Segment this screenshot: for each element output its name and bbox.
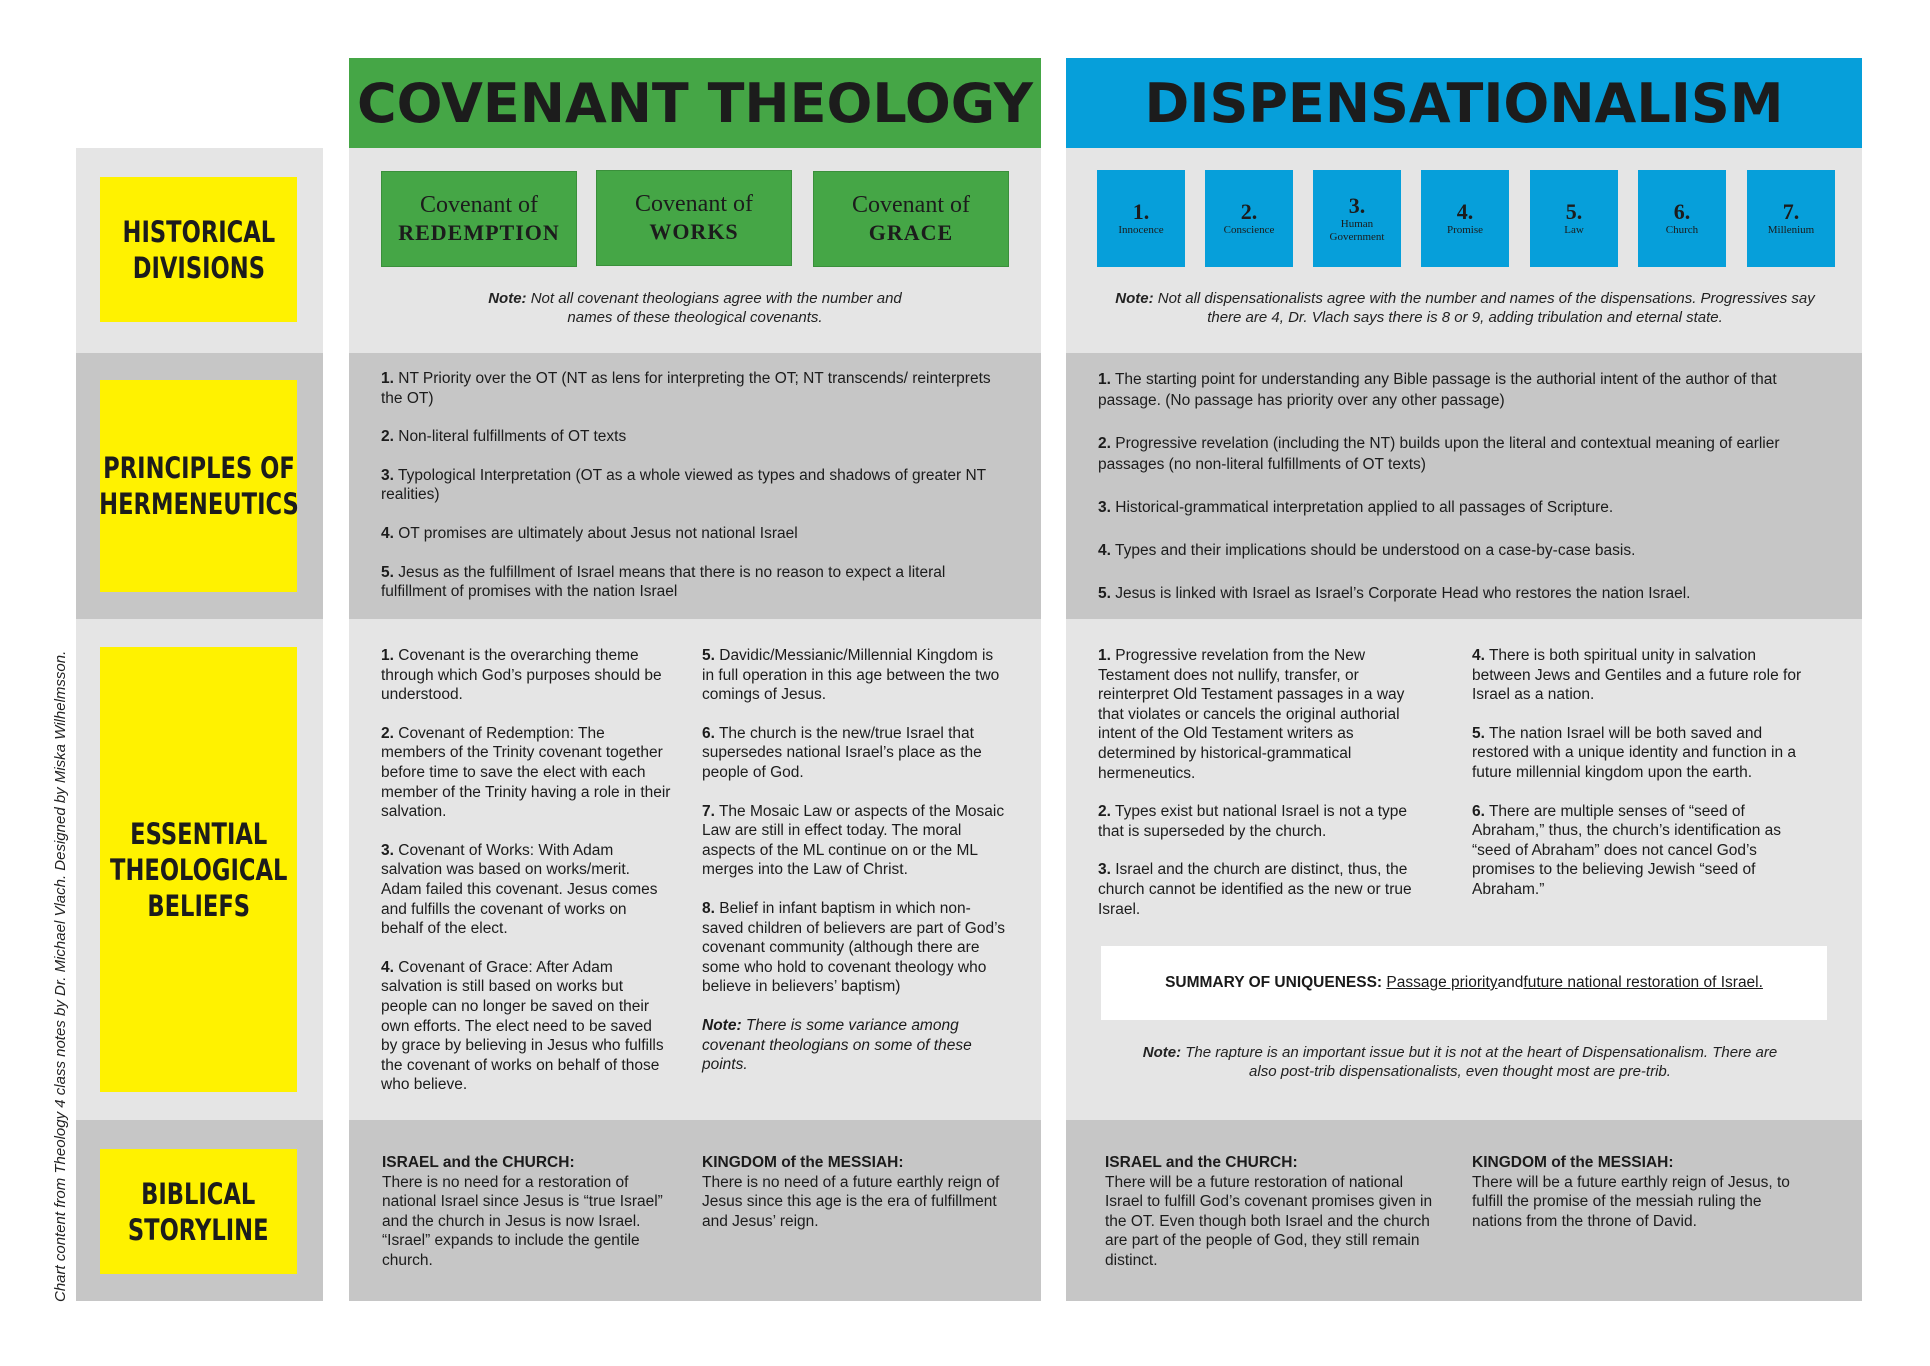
list-item: 1. The starting point for understanding any Bible passage is the authorial intent of the author of that passage. (No passage has priority over any other passage) (1098, 371, 1777, 409)
disp-beliefs-note: Note: The rapture is an important issue but it is not at the heart of Dispensationalism. There are also post-trib dispensationalists, even thought most are pre-trib. (1142, 1044, 1778, 1080)
covenant-grace-box: Covenant of GRACE (813, 171, 1009, 267)
disp-storyline-israel: ISRAEL and the CHURCH: There will be a future restoration of national Israel to fulfill God’s covenant promises given in the OT. Even though both Israel and the church are part of the people of God, they still remain distinct. (1105, 1154, 1433, 1269)
list-item: 4. There is both spiritual unity in salvation between Jews and Gentiles and a future role for Israel as a nation. (1472, 647, 1802, 704)
label-principles-hermeneutics: PRINCIPLES OF HERMENEUTICS (100, 380, 297, 592)
disp-hermeneutics-list (1098, 369, 1838, 623)
list-item: 2. Non-literal fulfillments of OT texts (381, 428, 627, 446)
list-item: 2. Types exist but national Israel is not a type that is superseded by the church. (1098, 803, 1408, 840)
covenant-historical-note: Note: Not all covenant theologians agree with the number and names of these theological covenants. (488, 290, 902, 326)
list-item: 3. Israel and the church are distinct, thus, the church cannot be identified as the new or true Israel. (1098, 861, 1412, 918)
disp-storyline-kingdom: KINGDOM of the MESSIAH: There will be a future earthly reign of Jesus, to fulfill the promise of the messiah ruling the nations from the throne of David. (1472, 1154, 1790, 1230)
label-essential-beliefs: ESSENTIAL THEOLOGICAL BELIEFS (100, 647, 297, 1092)
list-item: 5. Jesus as the fulfillment of Israel means that there is no reason to expect a literal fulfillment of promises with the nation Israel (381, 563, 946, 601)
label-historical-divisions: HISTORICAL DIVISIONS (100, 177, 297, 322)
dispensation-5-box: 5. Law (1530, 170, 1618, 267)
dispensation-6-box: 6. Church (1638, 170, 1726, 267)
covenant-beliefs-col2 (702, 646, 1007, 1094)
list-item: 5. The nation Israel will be both saved and restored with a unique identity and function in a future millennial kingdom upon the earth. (1472, 724, 1796, 781)
disp-beliefs-col1 (1098, 646, 1433, 938)
summary-of-uniqueness: SUMMARY OF UNIQUENESS: Passage priority and future national restoration of Israel. (1101, 946, 1827, 1020)
list-item: 1. Covenant is the overarching theme through which God’s purposes should be understood. (381, 647, 662, 704)
list-item: 2. Covenant of Redemption: The members of the Trinity covenant together before time to save the elect with each member of the Trinity having a role in their salvation. (381, 724, 671, 821)
dispensation-2-box: 2. Conscience (1205, 170, 1293, 267)
dispensation-7-box: 7. Millenium (1747, 170, 1835, 267)
covenant-storyline-kingdom: KINGDOM of the MESSIAH: There is no need of a future earthly reign of Jesus since this age is the era of fulfillment and Jesus’ reign. (702, 1154, 1000, 1230)
dispensation-4-box: 4. Promise (1421, 170, 1509, 267)
list-item: 8. Belief in infant baptism in which non-saved children of believers are part of God’s covenant community (although there are some who hold to covenant theology who believe in believers’ baptism) (702, 899, 1005, 996)
disp-historical-note: Note: Not all dispensationalists agree with the number and names of the dispensations. Progressives say there are 4, Dr. Vlach says there is 8 or 9, adding tribulation and eternal state. (1115, 290, 1815, 326)
credit-line: Chart content from Theology 4 class notes by Dr. Michael Vlach. Designed by Miska Wilhelmsson. (52, 650, 69, 1302)
list-item: 3. Typological Interpretation (OT as a whole viewed as types and shadows of greater NT realities) (381, 466, 986, 504)
dispensationalism-header: DISPENSATIONALISM (1066, 58, 1862, 148)
list-item: 6. There are multiple senses of “seed of Abraham,” thus, the church’s identification as “seed of Abraham” does not cancel God’s promises to the believing Jewish “seed of Abraham.” (1472, 802, 1782, 898)
list-item: 1. Progressive revelation from the New Testament does not nullify, transfer, or reinterpret Old Testament passages in a way that violates or cancels the original authorial intent of the Old Testament writers as determined by historical-grammatical hermeneutics. (1098, 647, 1405, 782)
covenant-storyline-israel: ISRAEL and the CHURCH: There is no need for a restoration of national Israel since Jesus is “true Israel” and the church in Jesus is now Israel. “Israel” expands to include the gentile church. (382, 1154, 663, 1269)
covenant-beliefs-note: Note: There is some variance among covenant theologians on some of these points. (702, 1016, 972, 1074)
list-item: 7. The Mosaic Law or aspects of the Mosaic Law are still in effect today. The moral aspects of the ML continue on or the ML merges into the Law of Christ. (702, 802, 1005, 879)
label-biblical-storyline: BIBLICAL STORYLINE (100, 1149, 297, 1274)
list-item: 3. Historical-grammatical interpretation applied to all passages of Scripture. (1098, 499, 1614, 516)
covenant-beliefs-col1 (381, 646, 671, 1114)
disp-beliefs-col2 (1472, 646, 1812, 919)
list-item: 5. Davidic/Messianic/Millennial Kingdom is in full operation in this age between the two comings of Jesus. (702, 647, 1000, 704)
list-item: 4. Covenant of Grace: After Adam salvation is still based on works but people can no longer be saved on their own efforts. The elect need to be saved by grace by believing in Jesus who fulfills the covenant of works on behalf of those who believe. (381, 958, 664, 1094)
list-item: 4. Types and their implications should be understood on a case-by-case basis. (1098, 542, 1636, 559)
dispensation-1-box: 1. Innocence (1097, 170, 1185, 267)
covenant-redemption-box: Covenant of REDEMPTION (381, 171, 577, 267)
covenant-works-box: Covenant of WORKS (596, 170, 792, 266)
covenant-hermeneutics-list (381, 369, 1011, 621)
dispensation-3-box: 3. Human Government (1313, 170, 1401, 267)
list-item: 4. OT promises are ultimately about Jesus not national Israel (381, 524, 798, 542)
list-item: 2. Progressive revelation (including the NT) builds upon the literal and contextual meaning of earlier passages (no non-literal fulfillments of OT texts) (1098, 435, 1780, 473)
list-item: 1. NT Priority over the OT (NT as lens for interpreting the OT; NT transcends/ reinterprets the OT) (381, 370, 991, 407)
covenant-theology-header: COVENANT THEOLOGY (349, 58, 1041, 148)
list-item: 5. Jesus is linked with Israel as Israel’s Corporate Head who restores the nation Israel. (1098, 585, 1691, 602)
list-item: 3. Covenant of Works: With Adam salvation was based on works/merit. Adam failed this covenant. Jesus comes and fulfills the covenant of works on behalf of the elect. (381, 841, 658, 938)
list-item: 6. The church is the new/true Israel that supersedes national Israel’s place as the people of God. (702, 724, 982, 781)
